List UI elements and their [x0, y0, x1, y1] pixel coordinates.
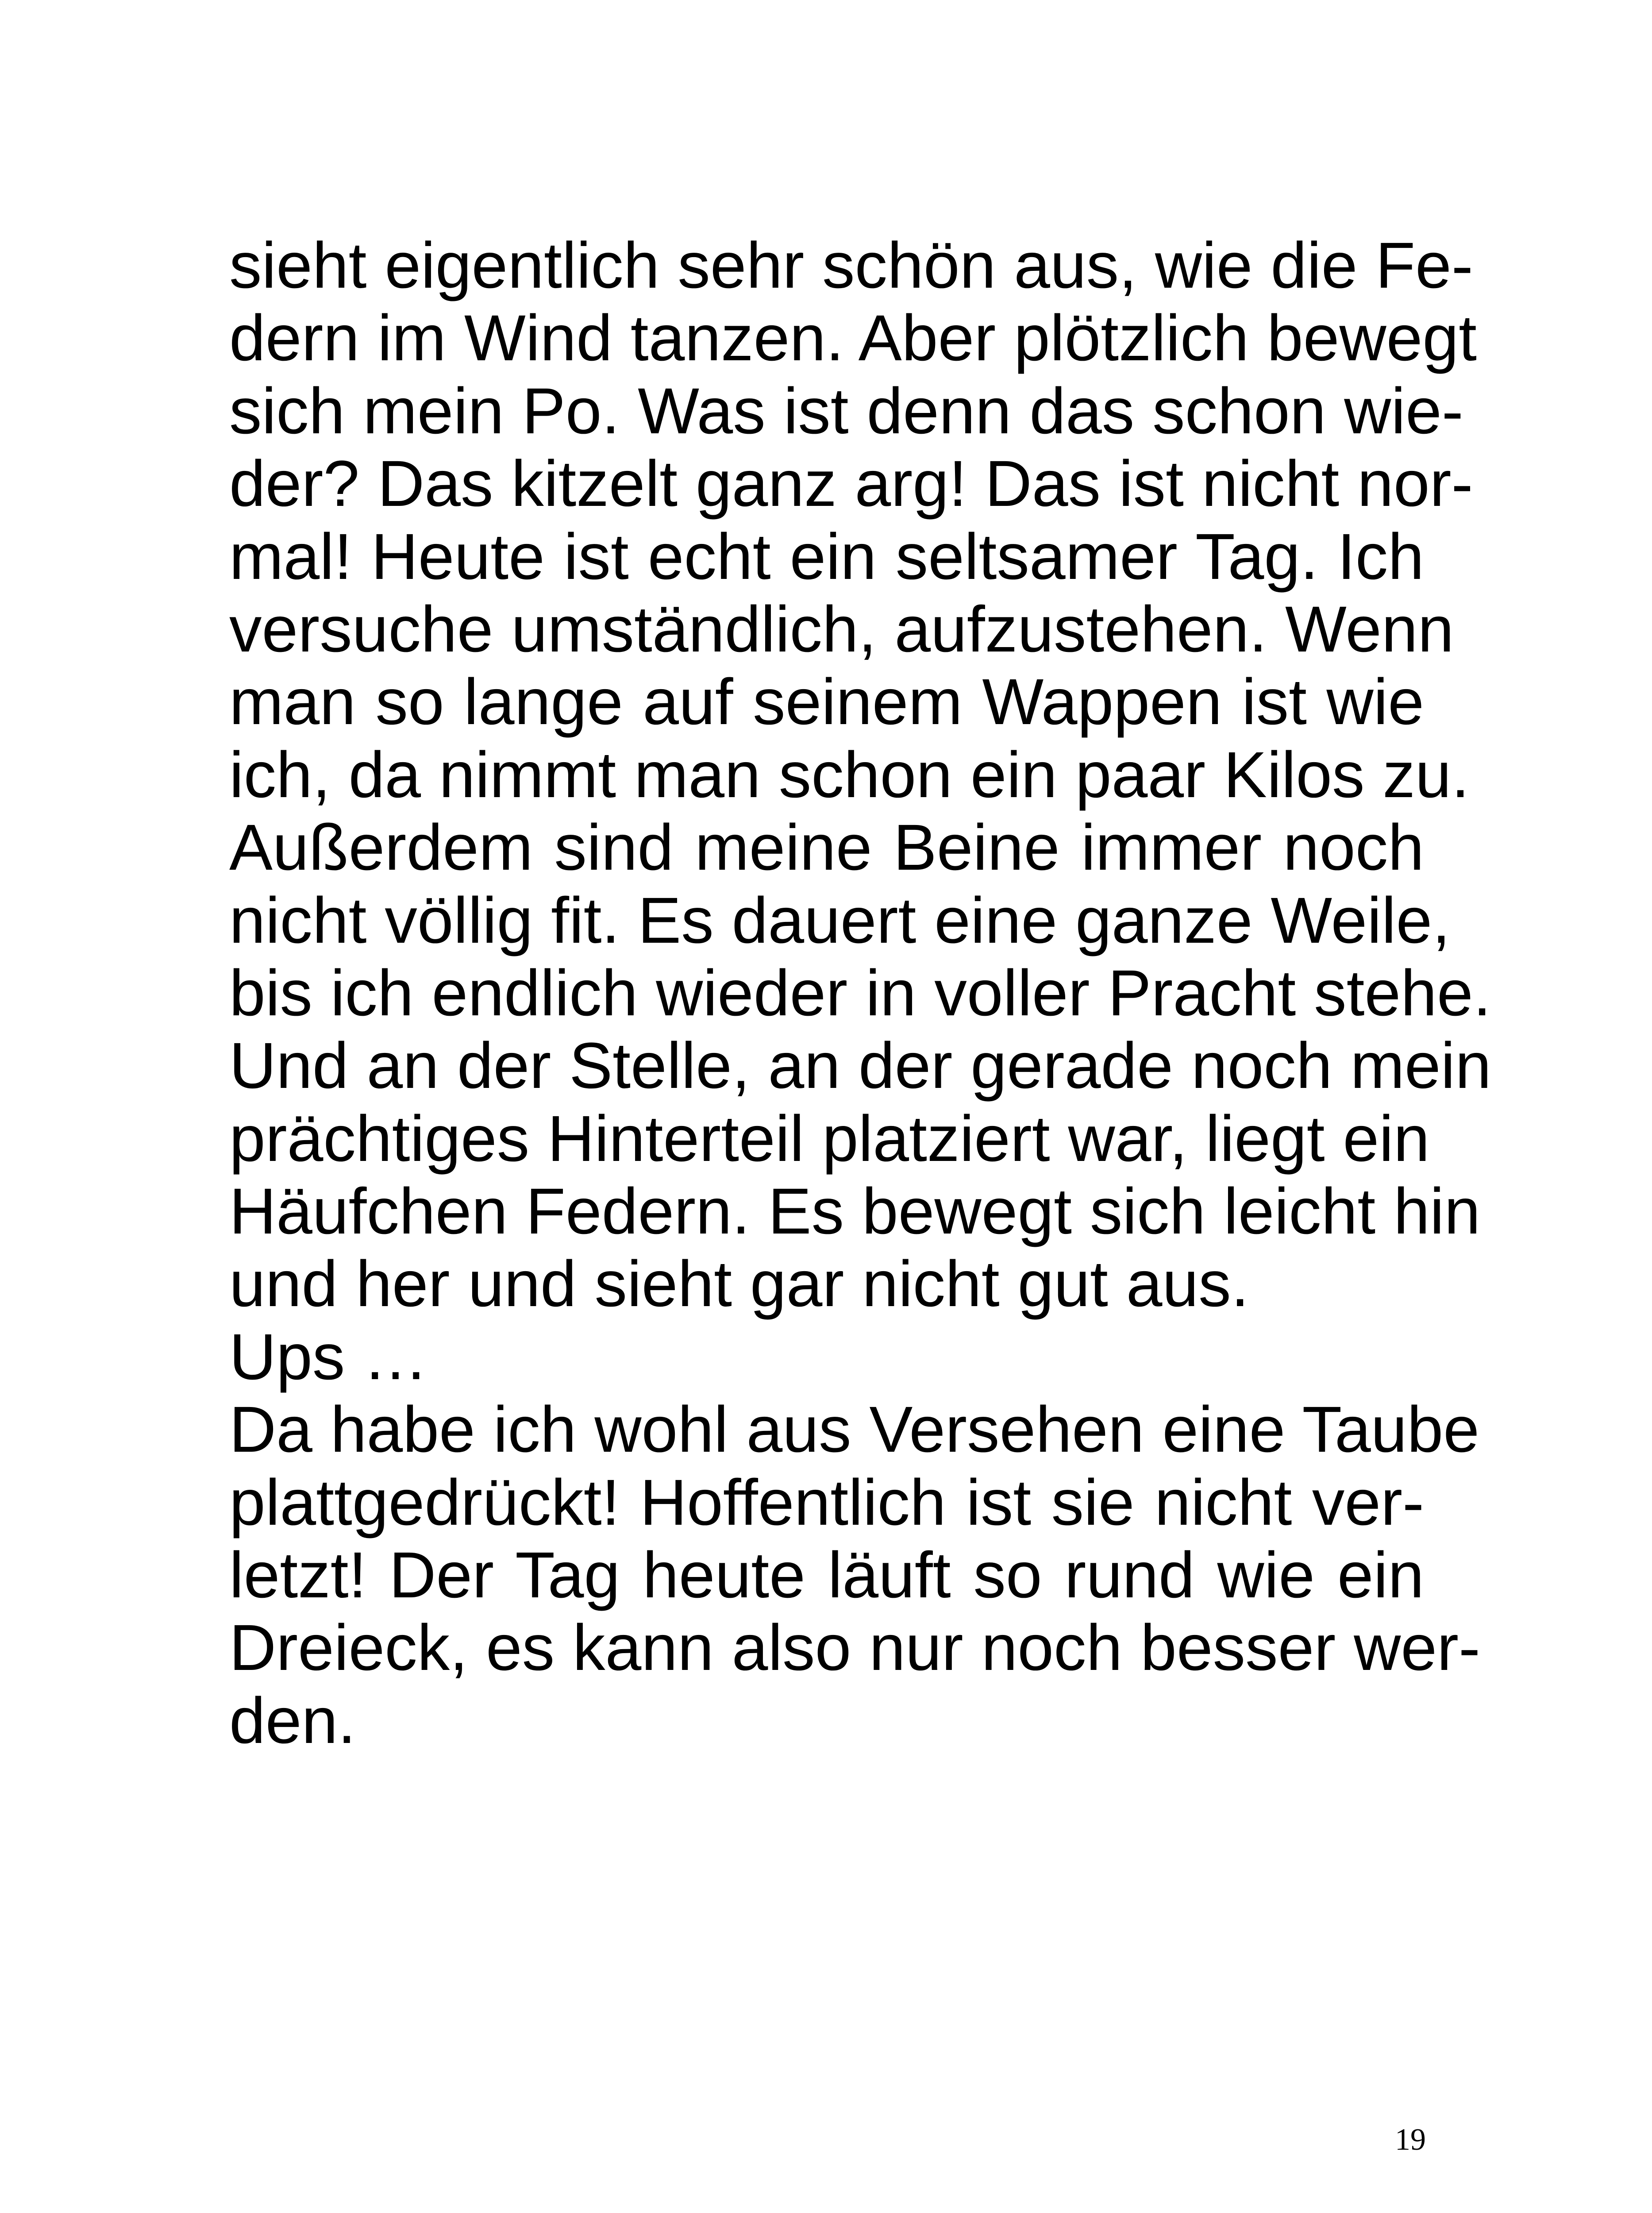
text-line: letzt! Der Tag heute läuft so rund wie ein: [229, 1539, 1424, 1612]
text-line: dern im Wind tanzen. Aber plötzlich bewegt: [229, 302, 1477, 375]
text-line: und her und sieht gar nicht gut aus.: [229, 1248, 1249, 1321]
text-line: mal! Heute ist echt ein seltsamer Tag. Ich: [229, 520, 1424, 593]
text-line: bis ich endlich wieder in voller Pracht stehe.: [229, 956, 1491, 1029]
page-number: 19: [1395, 2123, 1426, 2157]
text-line: Da habe ich wohl aus Versehen eine Taube: [229, 1393, 1480, 1466]
text-line: plattgedrückt! Hoffentlich ist sie nicht ver-: [229, 1466, 1424, 1539]
text-line: Außerdem sind meine Beine immer noch: [229, 811, 1424, 884]
text-line: versuche umständlich, aufzustehen. Wenn: [229, 593, 1454, 666]
text-line: ich, da nimmt man schon ein paar Kilos zu.: [229, 738, 1470, 811]
text-line: Häufchen Federn. Es bewegt sich leicht hin: [229, 1175, 1481, 1248]
text-line: sieht eigentlich sehr schön aus, wie die Fe-: [229, 229, 1473, 302]
text-line: den.: [229, 1684, 356, 1757]
text-line: der? Das kitzelt ganz arg! Das ist nicht nor-: [229, 447, 1473, 520]
text-line: sich mein Po. Was ist denn das schon wie-: [229, 374, 1463, 447]
text-line: Und an der Stelle, an der gerade noch mein: [229, 1029, 1492, 1103]
text-line: nicht völlig fit. Es dauert eine ganze Weile,: [229, 884, 1451, 957]
body-text: [229, 229, 1492, 1757]
text-line: Dreieck, es kann also nur noch besser wer-: [229, 1612, 1480, 1685]
text-line: Ups …: [229, 1320, 428, 1393]
text-line: prächtiges Hinterteil platziert war, liegt ein: [229, 1102, 1430, 1175]
text-line: man so lange auf seinem Wappen ist wie: [229, 666, 1424, 739]
